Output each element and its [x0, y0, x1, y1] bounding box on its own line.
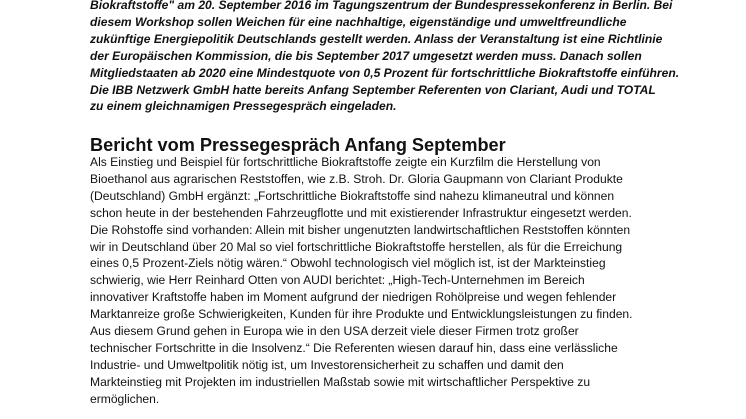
body-line: innovativer Kraftstoffe haben im Moment aufgrund der niedrigen Rohölpreise und wegen fehlender: [90, 290, 617, 305]
body-line: ermöglichen.: [90, 391, 160, 406]
intro-line: zukünftige Energiepolitik Deutschlands gestellt werden. Anlass der Veranstaltung ist eine Richtlinie: [90, 31, 663, 46]
intro-line: zu einem gleichnamigen Pressegespräch eingeladen.: [90, 99, 397, 114]
body-line: Die Rohstoffe sind vorhanden: Allein mit bisher ungenutzten landwirtschaftlichen Reststoffen könnten: [90, 222, 631, 237]
body-line: Als Einstieg und Beispiel für fortschrittliche Biokraftstoffe zeigte ein Kurzfilm die Herstellung von: [90, 155, 601, 169]
body-line: schon heute in der bestehenden Fahrzeugflotte und mit existierender Infrastruktur eingesetzt werden.: [90, 205, 632, 220]
body-line: Industrie- und Umweltpolitik nötig ist, um Investorensicherheit zu schaffen und damit den: [90, 357, 564, 372]
section-heading: Bericht vom Pressegespräch Anfang September: [90, 135, 506, 155]
body-line: technischer Fortschritte in die Insolvenz.“ Die Referenten wiesen darauf hin, dass eine verlässliche: [90, 340, 618, 355]
intro-line: Die IBB Netzwerk GmbH hatte bereits Anfang September Referenten von Clariant, Audi und TOTAL: [90, 82, 656, 97]
body-line: eines 0,5 Prozent-Ziels nötig wären.“ Obwohl technologisch viel möglich ist, ist der Markteinstieg: [90, 256, 606, 271]
intro-paragraph: [90, 0, 690, 115]
intro-line: der Europäischen Kommission, die bis September 2017 umgesetzt werden muss. Danach sollen: [90, 48, 642, 63]
body-line: (Deutschland) GmbH ergänzt: „Fortschrittliche Biokraftstoffe sind nahezu klimaneutral und können: [90, 188, 615, 203]
body-line: wir in Deutschland über 20 Mal so viel fortschrittliche Biokraftstoffe herstellen, als für die Erreichung: [90, 239, 623, 254]
body-line: schwierig, wie Herr Reinhard Otten von AUDI berichtet: „High-Tech-Unternehmen im Bereich: [90, 273, 585, 288]
body-line: Marktanreize große Schwierigkeiten, Kunden für ihre Produkte und Entwicklungsleistungen zu finden.: [90, 307, 633, 322]
intro-line: Mitgliedstaaten ab 2020 eine Mindestquote von 0,5 Prozent für fortschrittliche Biokraftstoffe einführen.: [90, 65, 680, 80]
intro-line: diesem Workshop sollen Weichen für eine nachhaltige, eigenständige und umweltfreundliche: [90, 14, 627, 29]
body-paragraph: [90, 154, 690, 408]
body-line: Bioethanol aus agrarischen Reststoffen, wie z.B. Stroh. Dr. Gloria Gaupmann von Clariant Produkte: [90, 171, 623, 186]
body-line: Markteinstieg mit Projekten im industriellen Maßstab sowie mit wirtschaftlicher Perspektive zu: [90, 374, 591, 389]
intro-line: Biokraftstoffe" am 20. September 2016 im Tagungszentrum der Bundespressekonferenz in Berlin. Bei: [90, 0, 673, 12]
body-line: Aus diesem Grund gehen in Europa wie in den USA derzeit viele dieser Firmen trotz großer: [90, 324, 579, 339]
